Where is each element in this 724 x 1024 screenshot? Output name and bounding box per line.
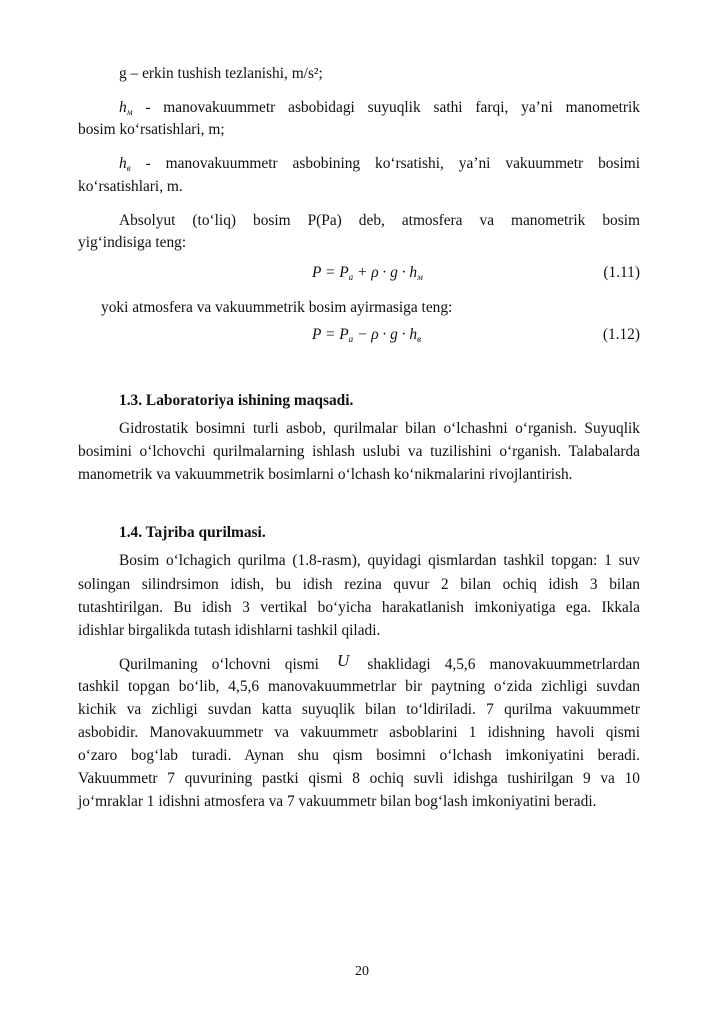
section-heading-1-3: 1.3. Laboratoriya ishining maqsadi. — [119, 392, 354, 409]
paragraph-1-4b-line-1: Qurilmaning o‘lchovni qismi U shaklidagi 4,5,6 manovakuummetrlardan — [119, 651, 640, 673]
paragraph-1-4b-line-2: tashkil topgan bo‘lib, 4,5,6 manovakuummetrlar bir paytning o‘zida zichligi suvdan — [78, 678, 640, 695]
equation-number: (1.12) — [602, 326, 640, 343]
paragraph-1-3-line-3: manometrik va vakuummetrik bosimlarni o‘lchash ko‘nikmalarini rivojlantirish. — [78, 466, 573, 483]
text-line-hv-cont: ko‘rsatishlari, m. — [78, 178, 183, 195]
equation-formula: $P = P_a + \rho \cdot g \cdot h_м$ — [312, 264, 423, 282]
text-line-hm-cont: bosim ko‘rsatishlari, m; — [78, 121, 225, 138]
equation-number: (1.11) — [603, 264, 640, 281]
symbol-hv: $h_в$ — [119, 155, 131, 173]
text-hm-definition: - manovakuummetr asbobidagi suyuqlik sathi farqi, ya’ni manometrik — [145, 99, 640, 116]
symbol-hm: $h_м$ — [119, 99, 133, 117]
symbol-u: U — [337, 651, 350, 670]
text-g-definition: g – erkin tushish tezlanishi, m/s²; — [119, 65, 323, 82]
equation-formula: $P = P_a - \rho \cdot g \cdot h_в$ — [312, 326, 421, 344]
paragraph-1-4a-line-4: idishlar birgalikda tutash idishlarni tashkil qiladi. — [78, 622, 381, 639]
paragraph-1-4a-line-1: Bosim o‘lchagich qurilma (1.8-rasm), quyidagi qismlardan tashkil topgan: 1 suv — [119, 552, 640, 569]
paragraph-1-3-line-1: Gidrostatik bosimni turli asbob, qurilmalar bilan o‘lchashni o‘rganish. Suyuqlik — [119, 420, 640, 437]
text-line-g — [119, 64, 640, 84]
paragraph-1-4b-line-6: Vakuummetr 7 quvurining pastki qismi 8 ochiq suvli idishga tushirilgan 9 va 10 — [78, 770, 640, 787]
text-line-vacuum: yoki atmosfera va vakuummetrik bosim ayirmasiga teng: — [101, 299, 453, 316]
text-line-hm — [119, 98, 640, 122]
text-line-hv — [119, 154, 640, 178]
paragraph-1-4b-line-3: kichik va zichligi suvdan katta suyuqlik bilan to‘ldiriladi. 7 qurilma vakuummetr — [78, 701, 640, 718]
paragraph-1-4b-line-7: jo‘mraklar 1 idishni atmosfera va 7 vakuummetr bilan bog‘lash imkoniyatini beradi. — [78, 793, 597, 810]
text-line-absolute: Absolyut (to‘liq) bosim P(Pa) deb, atmosfera va manometrik bosim — [119, 212, 640, 229]
paragraph-1-4a-line-3: tutashtirilgan. Bu idish 3 vertikal bo‘yicha harakatlanish imkoniyatiga ega. Ikkala — [78, 599, 640, 616]
paragraph-1-3-line-2: bosimini o‘lchovchi qurilmalarning ishlash uslubi va tuzilishini o‘rganish. Talabalarda — [78, 443, 640, 460]
paragraph-1-4b-line-5: o‘zaro bog‘lab turadi. Aynan shu qism bosimni o‘lchash imkoniyatini beradi. — [78, 747, 640, 764]
paragraph-1-4a-line-2: solingan silindrsimon idish, bu idish rezina quvur 2 bilan ochiq idish 3 bilan — [78, 576, 640, 593]
text-hv-definition: - manovakuummetr asbobining ko‘rsatishi, ya’ni vakuummetr bosimi — [145, 155, 640, 172]
paragraph-1-4b-line-4: asbobidir. Manovakuummetr va vakuummetr asboblarini 1 idishning havoli qismi — [78, 724, 640, 741]
page-number: 20 — [355, 964, 369, 979]
section-heading-1-4: 1.4. Tajriba qurilmasi. — [119, 524, 266, 541]
text-line-absolute-cont: yig‘indisiga teng: — [78, 234, 187, 251]
